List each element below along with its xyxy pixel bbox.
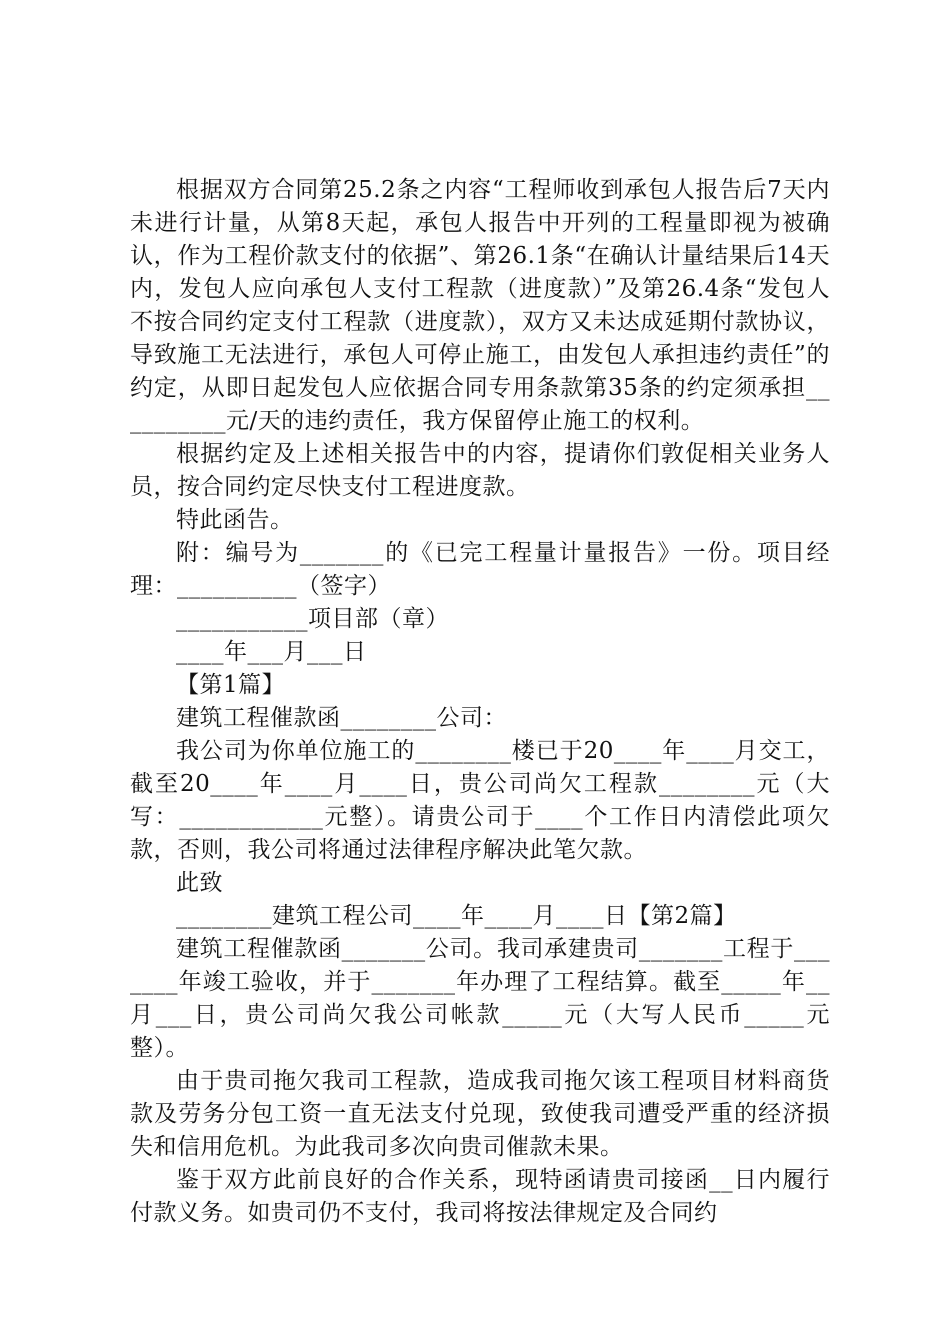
paragraph-debt-notice: 我公司为你单位施工的________楼已于20____年____月交工，截至20____年____月____日，贵公司尚欠工程款________元（大写：____________元整）。请贵公司于____个工作日内清偿此项欠款，否则，我公司将通过法律程序解决此笔欠款。	[130, 738, 830, 863]
paragraph-consequences: 由于贵司拖欠我司工程款，造成我司拖欠该工程项目材料商货款及劳务分包工资一直无法支付兑现，致使我司遭受严重的经济损失和信用危机。为此我司多次向贵司催款未果。	[130, 1068, 830, 1160]
paragraph-final-demand: 鉴于双方此前良好的合作关系，现特函请贵司接函__日内履行付款义务。如贵司仍不支付，我司将按法律规定及合同约	[130, 1167, 830, 1226]
paragraph-project-settlement: 建筑工程催款函_______公司。我司承建贵司_______工程于_______年竣工验收，并于_______年办理了工程结算。截至_____年__月___日，贵公司尚欠我公司帐款_____元（大写人民币_____元整）。	[130, 936, 830, 1061]
notice-closing: 特此函告。	[176, 507, 294, 533]
project-department-seal: ___________项目部（章）	[176, 606, 449, 632]
paragraph-request-payment: 根据约定及上述相关报告中的内容，提请你们敦促相关业务人员，按合同约定尽快支付工程进度款。	[130, 441, 830, 500]
company-signature-and-section-2: ________建筑工程公司____年____月____日【第2篇】	[176, 903, 737, 929]
attachment-and-signature: 附：编号为_______的《已完工程量计量报告》一份。项目经理：__________（签字）	[130, 540, 830, 599]
paragraph-penalty-clause: 根据双方合同第25.2条之内容“工程师收到承包人报告后7天内未进行计量，从第8天起，承包人报告中开列的工程量即视为被确认，作为工程价款支付的依据”、第26.1条“在确认计量结果后14天内，发包人应向承包人支付工程款（进度款）”及第26.4条“发包人不按合同约定支付工程款（进度款），双方又未达成延期付款协议，导致施工无法进行，承包人可停止施工，由发包人承担违约责任”的约定，从即日起发包人应依据合同专用条款第35条的约定须承担__________元/天的违约责任，我方保留停止施工的权利。	[130, 177, 830, 434]
letter-title-1: 建筑工程催款函________公司：	[176, 705, 507, 731]
salutation: 此致	[176, 870, 223, 896]
date-line: ____年___月___日	[176, 639, 367, 665]
section-heading-1: 【第1篇】	[176, 672, 286, 698]
document-body	[130, 174, 830, 1230]
